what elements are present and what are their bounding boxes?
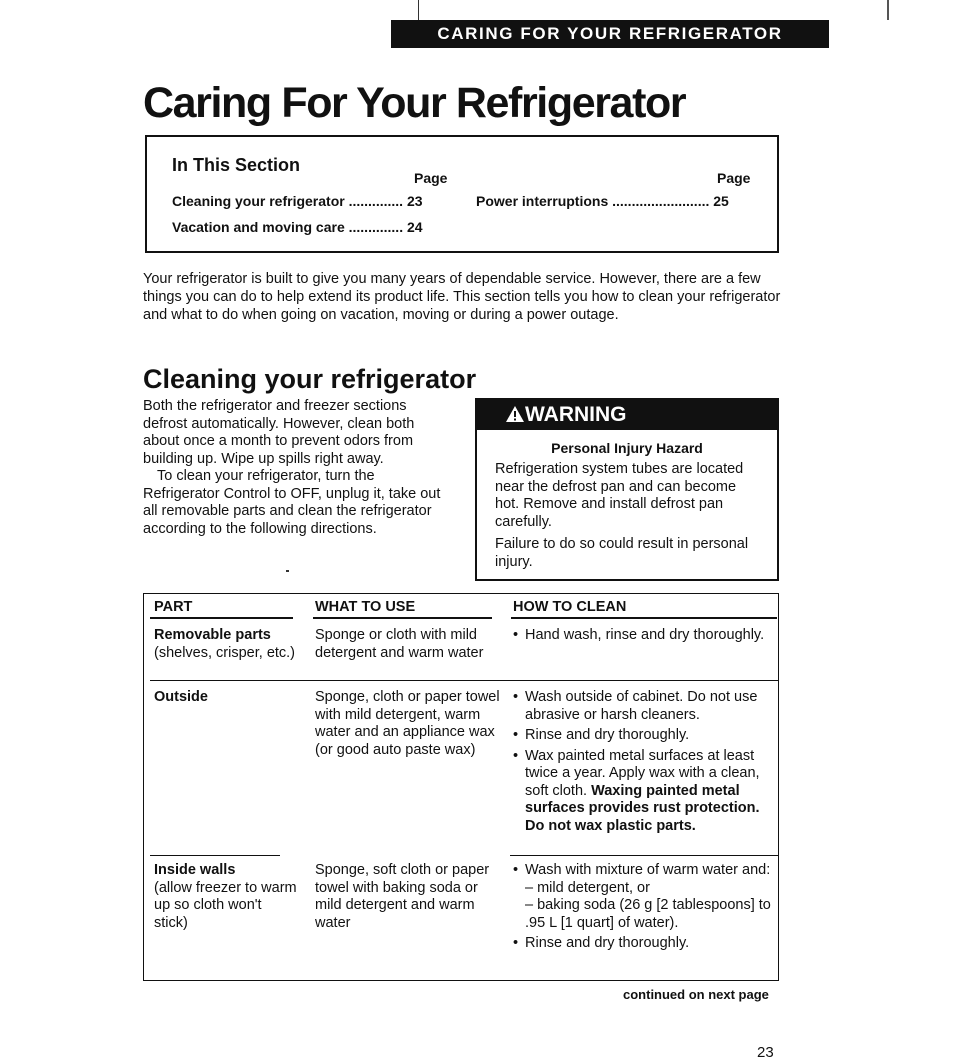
row-divider [510, 855, 778, 856]
section-title: Cleaning your refrigerator [143, 364, 477, 394]
cleaning-paragraph: To clean your refrigerator, turn the Refrigerator Control to OFF, unplug it, take out all removable parts and clean the refrigerator according to the following directions. [143, 468, 441, 537]
crop-mark [418, 0, 419, 20]
in-this-section-box [145, 135, 779, 253]
print-speck [286, 570, 289, 572]
toc-item-vacation[interactable]: Vacation and moving care .............. 24 [172, 219, 423, 235]
warning-header [477, 400, 777, 430]
cleaning-paragraph: Both the refrigerator and freezer sections defrost automatically. However, clean both about once a month to prevent odors from building up. Wipe up spills right away. [143, 398, 415, 467]
table-row-clean: • Wash with mixture of warm water and: – mild detergent, or – baking soda (26 g [2 tablespoons] to .95 L [1 quart] of water). • Rinse and dry thoroughly. [513, 862, 775, 953]
toc-page-label: Page [414, 170, 448, 186]
table-row-clean: • Hand wash, rinse and dry thoroughly. [513, 627, 775, 645]
toc-page-label: Page [717, 170, 751, 186]
crop-mark [887, 0, 889, 20]
section-header-band: CARING FOR YOUR REFRIGERATOR [391, 20, 829, 48]
header-underline [150, 617, 293, 619]
warning-label: WARNING [525, 403, 627, 426]
warning-triangle-icon [505, 405, 525, 423]
column-header-how-to-clean: HOW TO CLEAN [513, 599, 627, 615]
row-divider [150, 680, 778, 681]
table-row-use: Sponge or cloth with mild detergent and warm water [315, 627, 484, 661]
column-header-what-to-use: WHAT TO USE [315, 599, 416, 615]
warning-body: Refrigeration system tubes are located near the defrost pan and can become hot. Remove and install defrost pan carefully. Failure to do so could result in personal injury. [495, 461, 749, 570]
table-row-use: Sponge, soft cloth or paper towel with baking soda or mild detergent and warm water [315, 862, 490, 931]
table-row-part: Inside walls (allow freezer to warm up so cloth won't stick) [154, 862, 297, 931]
toc-item-cleaning[interactable]: Cleaning your refrigerator .............. 23 [172, 193, 423, 209]
header-underline [313, 617, 492, 619]
warning-box [475, 398, 779, 581]
warning-subtitle: Personal Injury Hazard [551, 440, 703, 456]
page-number: 23 [757, 1044, 774, 1061]
header-underline [511, 617, 777, 619]
cleaning-intro [143, 398, 453, 538]
page-title: Caring For Your Refrigerator [143, 79, 686, 127]
table-row-part: Outside [154, 689, 208, 705]
toc-item-power[interactable]: Power interruptions ......................... 25 [476, 193, 729, 209]
column-header-part: PART [154, 599, 193, 615]
table-row-part: Removable parts (shelves, crisper, etc.) [154, 627, 296, 661]
cleaning-table [143, 593, 779, 981]
toc-heading: In This Section [172, 155, 301, 175]
table-row-clean: • Wash outside of cabinet. Do not use abrasive or harsh cleaners. • Rinse and dry thoroughly. • Wax painted metal surfaces at least twice a year. Apply wax with a clean, soft cloth. Waxing painted metal surfaces provides rust protection. Do not wax plastic parts. [513, 689, 775, 835]
continued-note: continued on next page [623, 987, 769, 1002]
row-divider [150, 855, 280, 856]
intro-paragraph: Your refrigerator is built to give you many years of dependable service. However, there are a few things you can do to help extend its product life. This section tells you how to clean your refrigerator and what to do when going on vacation, moving or during a power outage. [143, 271, 781, 323]
table-row-use: Sponge, cloth or paper towel with mild detergent, warm water and an appliance wax (or good auto paste wax) [315, 689, 500, 758]
